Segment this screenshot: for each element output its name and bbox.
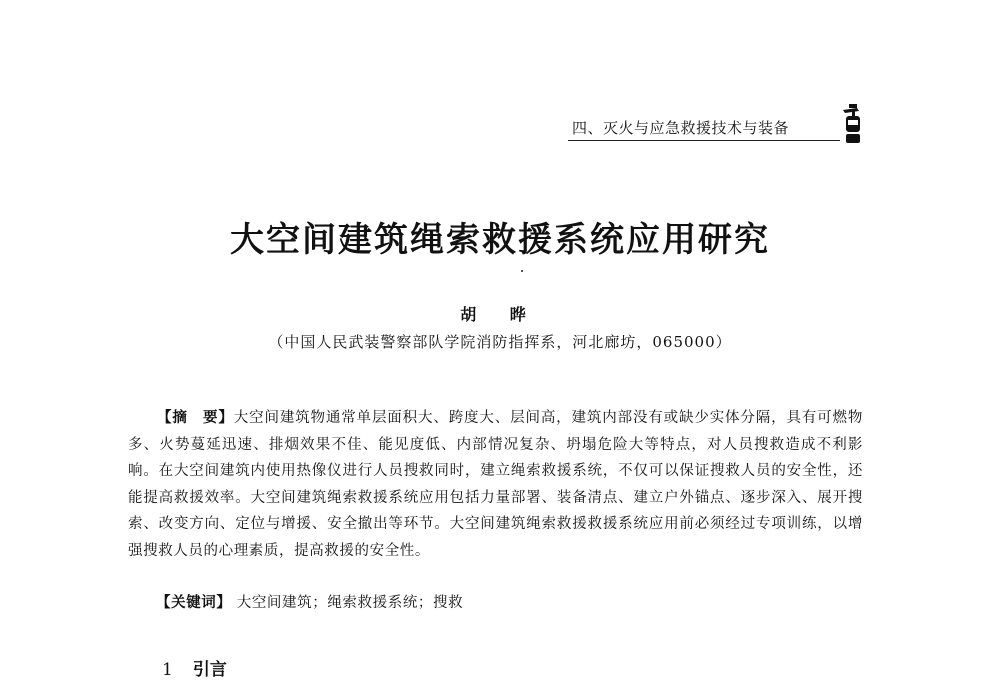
keywords-line — [156, 591, 463, 612]
section-header-label: 四、灭火与应急救援技术与装备 — [572, 119, 790, 137]
keywords-text: 大空间建筑；绳索救援系统；搜救 — [236, 595, 464, 611]
print-speck — [521, 270, 523, 272]
section-number: 1 — [162, 660, 173, 680]
abstract-label: 【摘 要】 — [157, 409, 234, 426]
section-title: 引言 — [192, 660, 227, 680]
fire-extinguisher-icon — [840, 102, 864, 144]
running-header — [560, 100, 870, 150]
author-name: 胡 晔 — [460, 305, 540, 324]
header-rule — [568, 140, 840, 141]
abstract-text: 大空间建筑物通常单层面积大、跨度大、层间高，建筑内部没有或缺少实体分隔，具有可燃物多、火势蔓延迅速、排烟效果不佳、能见度低、内部情况复杂、坍塌危险大等特点，对人员搜救造成不利影响。在大空间建筑内使用热像仪进行人员搜救同时，建立绳索救援系统，不仅可以保证搜救人员的安全性，还能提高救援效率。大空间建筑绳索救援系统应用包括力量部署、装备清点、建立户外锚点、逐步深入、展开搜索、改变方向、定位与增援、安全撤出等环节。大空间建筑绳索救援救援系统应用前必须经过专项训练，以增强搜救人员的心理素质，提高救援的安全性。 — [128, 410, 863, 559]
abstract-paragraph — [128, 405, 863, 564]
paper-title: 大空间建筑绳索救援系统应用研究 — [230, 220, 770, 260]
keywords-label: 【关键词】 — [156, 594, 232, 611]
section-heading — [162, 655, 227, 680]
author-affiliation: （中国人民武装警察部队学院消防指挥系，河北廊坊，065000） — [268, 333, 732, 351]
